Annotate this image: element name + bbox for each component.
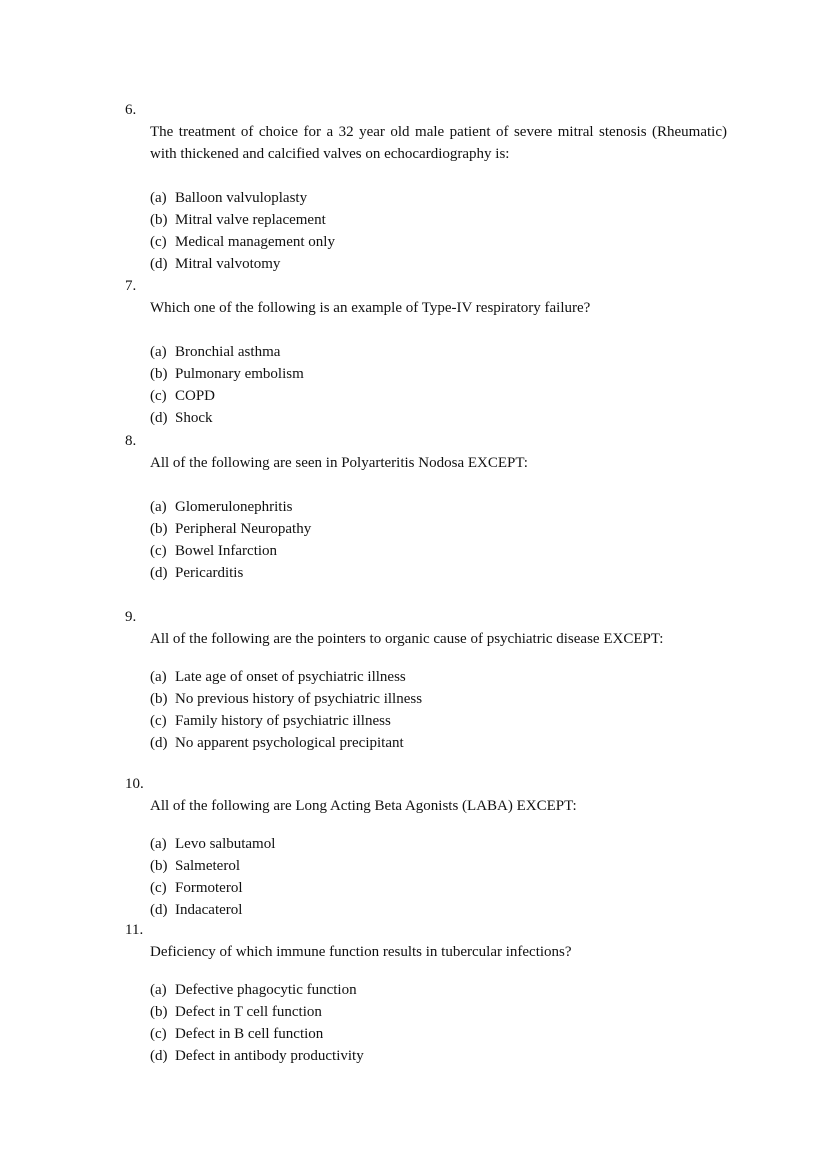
question-number: 6. — [125, 102, 137, 118]
option-label: (d) — [150, 735, 168, 751]
option-text: Defect in antibody productivity — [175, 1048, 364, 1064]
option-text: Bronchial asthma — [175, 344, 281, 360]
question-number: 9. — [125, 609, 137, 625]
question-stem: All of the following are Long Acting Beta Agonists (LABA) EXCEPT: — [150, 798, 577, 814]
option-text: COPD — [175, 388, 216, 404]
option-label: (b) — [150, 858, 168, 874]
question-stem: All of the following are the pointers to organic cause of psychiatric disease EXCEPT: — [150, 631, 664, 647]
option-text: Defect in B cell function — [175, 1026, 324, 1042]
option-a — [150, 833, 727, 855]
option-list — [150, 187, 727, 275]
option-b — [150, 1001, 727, 1023]
option-text: Bowel Infarction — [175, 543, 278, 559]
option-text: Defect in T cell function — [175, 1004, 322, 1020]
option-label: (a) — [150, 499, 167, 515]
option-b — [150, 855, 727, 877]
option-b — [150, 363, 727, 385]
option-text: Pulmonary embolism — [175, 366, 304, 382]
option-d — [150, 899, 727, 921]
question-stem: The treatment of choice for a 32 year old male patient of severe mitral stenosis (Rheumatic) with thickened and calcified valves on echocardiography is: — [150, 124, 727, 162]
option-text: No apparent psychological precipitant — [175, 735, 404, 751]
question-11 — [125, 919, 727, 1067]
option-label: (d) — [150, 1048, 168, 1064]
question-7 — [125, 275, 727, 429]
option-label: (a) — [150, 344, 167, 360]
option-label: (b) — [150, 1004, 168, 1020]
option-c — [150, 385, 727, 407]
option-a — [150, 187, 727, 209]
option-a — [150, 666, 727, 688]
option-a — [150, 979, 727, 1001]
option-text: Mitral valvotomy — [175, 256, 281, 272]
option-list — [150, 979, 727, 1067]
option-text: Pericarditis — [175, 565, 244, 581]
option-label: (b) — [150, 521, 168, 537]
option-label: (c) — [150, 713, 167, 729]
option-label: (a) — [150, 982, 167, 998]
option-b — [150, 688, 727, 710]
option-text: No previous history of psychiatric illness — [175, 691, 423, 707]
option-text: Glomerulonephritis — [175, 499, 293, 515]
option-label: (b) — [150, 691, 168, 707]
option-text: Mitral valve replacement — [175, 212, 326, 228]
option-text: Shock — [175, 410, 213, 426]
option-d — [150, 253, 727, 275]
option-label: (d) — [150, 410, 168, 426]
question-number: 8. — [125, 433, 137, 449]
option-text: Balloon valvuloplasty — [175, 190, 308, 206]
question-stem: All of the following are seen in Polyarteritis Nodosa EXCEPT: — [150, 455, 528, 471]
option-text: Levo salbutamol — [175, 836, 276, 852]
option-c — [150, 1023, 727, 1045]
option-d — [150, 407, 727, 429]
option-text: Late age of onset of psychiatric illness — [175, 669, 406, 685]
option-c — [150, 877, 727, 899]
question-8 — [125, 430, 727, 584]
option-text: Peripheral Neuropathy — [175, 521, 312, 537]
option-text: Family history of psychiatric illness — [175, 713, 391, 729]
option-label: (a) — [150, 669, 167, 685]
option-a — [150, 341, 727, 363]
option-label: (b) — [150, 366, 168, 382]
option-label: (a) — [150, 190, 167, 206]
option-text: Indacaterol — [175, 902, 243, 918]
option-text: Defective phagocytic function — [175, 982, 357, 998]
option-text: Medical management only — [175, 234, 335, 250]
option-list — [150, 496, 727, 584]
option-a — [150, 496, 727, 518]
question-6 — [125, 99, 727, 275]
option-label: (d) — [150, 565, 168, 581]
question-number: 7. — [125, 278, 137, 294]
question-number: 11. — [125, 922, 144, 938]
question-10 — [125, 773, 727, 921]
option-label: (d) — [150, 256, 168, 272]
question-9 — [125, 606, 727, 754]
option-list — [150, 341, 727, 429]
option-text: Formoterol — [175, 880, 243, 896]
option-label: (c) — [150, 880, 167, 896]
option-d — [150, 732, 727, 754]
option-d — [150, 1045, 727, 1067]
option-label: (a) — [150, 836, 167, 852]
option-label: (c) — [150, 1026, 167, 1042]
option-list — [150, 833, 727, 921]
option-label: (c) — [150, 388, 167, 404]
option-c — [150, 540, 727, 562]
option-label: (c) — [150, 543, 167, 559]
option-text: Salmeterol — [175, 858, 240, 874]
question-stem: Deficiency of which immune function results in tubercular infections? — [150, 944, 572, 960]
question-stem: Which one of the following is an example of Type-IV respiratory failure? — [150, 300, 591, 316]
option-label: (b) — [150, 212, 168, 228]
option-b — [150, 518, 727, 540]
option-b — [150, 209, 727, 231]
option-label: (d) — [150, 902, 168, 918]
question-number: 10. — [125, 776, 144, 792]
option-c — [150, 710, 727, 732]
option-d — [150, 562, 727, 584]
option-label: (c) — [150, 234, 167, 250]
option-list — [150, 666, 727, 754]
option-c — [150, 231, 727, 253]
